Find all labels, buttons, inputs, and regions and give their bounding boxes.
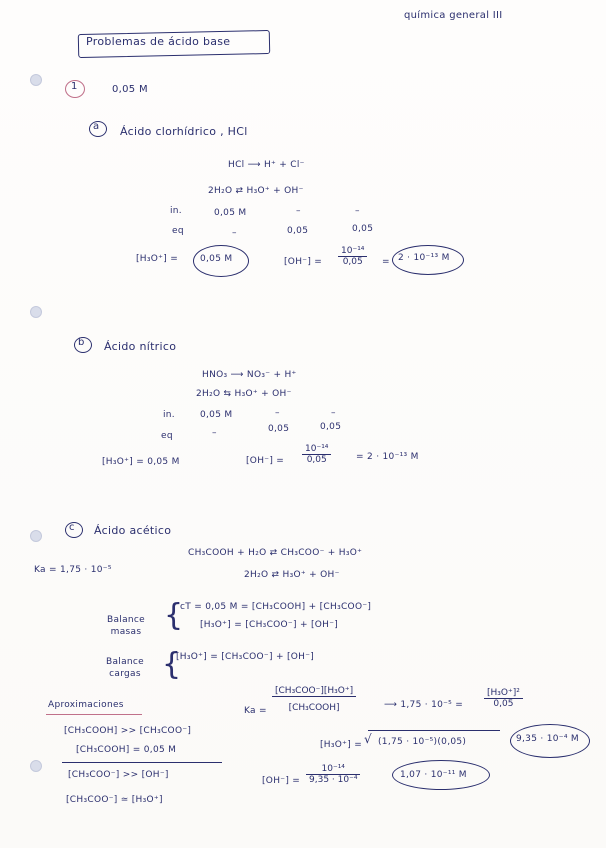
- course-title: química general III: [404, 10, 503, 21]
- part-a-h3o-label: [H₃O⁺] =: [136, 254, 179, 264]
- part-b-eq-1: –: [212, 428, 217, 438]
- problem-concentration: 0,05 M: [112, 84, 148, 95]
- approximation-2: [CH₃COOH] = 0,05 M: [76, 745, 177, 755]
- mass-balance-eq-2: [H₃O⁺] = [CH₃COO⁻] + [OH⁻]: [200, 620, 339, 630]
- part-c-h3o-value: 9,35 · 10⁻⁴ M: [516, 734, 579, 744]
- part-b-h3o-result: [H₃O⁺] = 0,05 M: [102, 457, 180, 467]
- part-c-ka: Ka = 1,75 · 10⁻⁵: [34, 565, 112, 575]
- fraction-numerator: 10⁻¹⁴: [302, 444, 331, 455]
- part-b-in-1: 0,05 M: [200, 410, 233, 420]
- fraction-denominator: 0,05: [493, 699, 514, 709]
- part-b-reaction-2: 2H₂O ⇆ H₃O⁺ + OH⁻: [196, 389, 292, 399]
- part-c-oh-label: [OH⁻] =: [262, 776, 301, 786]
- part-c-label: c: [69, 522, 75, 533]
- fraction-denominator: [CH₃COOH]: [288, 703, 340, 713]
- ka-substitution: ⟶ 1,75 · 10⁻⁵ =: [384, 700, 464, 710]
- fraction-numerator: [H₃O⁺]²: [484, 688, 523, 699]
- charge-balance-eq: [H₃O⁺] = [CH₃COO⁻] + [OH⁻]: [176, 652, 315, 662]
- part-a-oh-label: [OH⁻] =: [284, 257, 323, 267]
- ka-substitution-fraction: [484, 688, 523, 709]
- approximation-4: [CH₃COO⁻] ≃ [H₃O⁺]: [66, 795, 163, 805]
- part-a-in-1: 0,05 M: [214, 208, 247, 218]
- mass-balance-label: Balance masas: [107, 615, 145, 637]
- fraction-denominator: 0,05: [306, 455, 327, 465]
- part-b-in-3: –: [331, 408, 336, 418]
- part-a-eq-3: 0,05: [352, 224, 374, 234]
- approximations-divider: [62, 762, 222, 763]
- mass-balance-eq-1: cT = 0,05 M = [CH₃COOH] + [CH₃COO⁻]: [180, 602, 372, 612]
- part-c-oh-fraction: [306, 764, 360, 785]
- approximation-1: [CH₃COOH] >> [CH₃COO⁻]: [64, 726, 192, 736]
- ka-expression-fraction: [272, 686, 356, 713]
- binder-hole: [30, 530, 42, 542]
- part-a-reaction-1: HCl ⟶ H⁺ + Cl⁻: [228, 160, 305, 170]
- fraction-numerator: 10⁻¹⁴: [338, 246, 367, 257]
- part-a-label: a: [93, 121, 100, 132]
- part-b-oh-label: [OH⁻] =: [246, 456, 285, 466]
- fraction-numerator: 10⁻¹⁴: [306, 764, 360, 775]
- part-a-eq-1: –: [232, 228, 237, 238]
- part-c-oh-value: 1,07 · 10⁻¹¹ M: [400, 770, 467, 780]
- part-a-oh-fraction: [338, 246, 367, 267]
- fraction-numerator: [CH₃COO⁻][H₃O⁺]: [272, 686, 356, 697]
- sqrt-radical: √: [364, 732, 372, 746]
- part-c-name: Ácido acético: [94, 524, 172, 537]
- ka-expression-label: Ka =: [244, 706, 267, 716]
- problem-number: 1: [71, 81, 78, 92]
- part-b-row-in: in.: [163, 410, 175, 420]
- fraction-denominator: 0,05: [342, 257, 363, 267]
- part-b-name: Ácido nítrico: [104, 340, 177, 353]
- part-c-reaction-1: CH₃COOH + H₂O ⇄ CH₃COO⁻ + H₃O⁺: [188, 548, 363, 558]
- approximations-title: Aproximaciones: [48, 700, 124, 710]
- part-c-reaction-2: 2H₂O ⇄ H₃O⁺ + OH⁻: [244, 570, 340, 580]
- page-title: Problemas de ácido base: [86, 35, 231, 48]
- part-b-eq-2: 0,05: [268, 424, 290, 434]
- mass-balance-brace: {: [164, 598, 184, 633]
- part-a-row-in: in.: [170, 206, 182, 216]
- part-a-h3o-value: 0,05 M: [200, 254, 233, 264]
- part-b-label: b: [78, 337, 85, 348]
- part-b-in-2: –: [275, 408, 280, 418]
- binder-hole: [30, 760, 42, 772]
- part-b-oh-value: = 2 · 10⁻¹³ M: [356, 452, 419, 462]
- part-b-row-eq: eq: [161, 431, 173, 441]
- part-a-name: Ácido clorhídrico , HCl: [120, 125, 248, 138]
- part-a-eq-2: 0,05: [287, 226, 309, 236]
- part-b-eq-3: 0,05: [320, 422, 342, 432]
- binder-hole: [30, 306, 42, 318]
- binder-hole: [30, 74, 42, 86]
- approximations-underline: [46, 714, 142, 715]
- charge-balance-label: Balance cargas: [106, 657, 144, 679]
- part-c-h3o-sqrt: (1,75 · 10⁻⁵)(0,05): [378, 737, 467, 747]
- part-b-oh-fraction: [302, 444, 331, 465]
- part-a-in-3: –: [355, 206, 360, 216]
- part-a-oh-value: 2 · 10⁻¹³ M: [398, 253, 450, 263]
- part-a-row-eq: eq: [172, 226, 184, 236]
- part-a-reaction-2: 2H₂O ⇄ H₃O⁺ + OH⁻: [208, 186, 304, 196]
- part-a-oh-equals: =: [382, 257, 390, 267]
- part-c-h3o-label: [H₃O⁺] =: [320, 740, 363, 750]
- charge-balance-brace: {: [162, 647, 182, 682]
- part-b-reaction-1: HNO₃ ⟶ NO₃⁻ + H⁺: [202, 370, 297, 380]
- part-a-in-2: –: [296, 206, 301, 216]
- approximation-3: [CH₃COO⁻] >> [OH⁻]: [68, 770, 169, 780]
- fraction-denominator: 9,35 · 10⁻⁴: [309, 775, 358, 785]
